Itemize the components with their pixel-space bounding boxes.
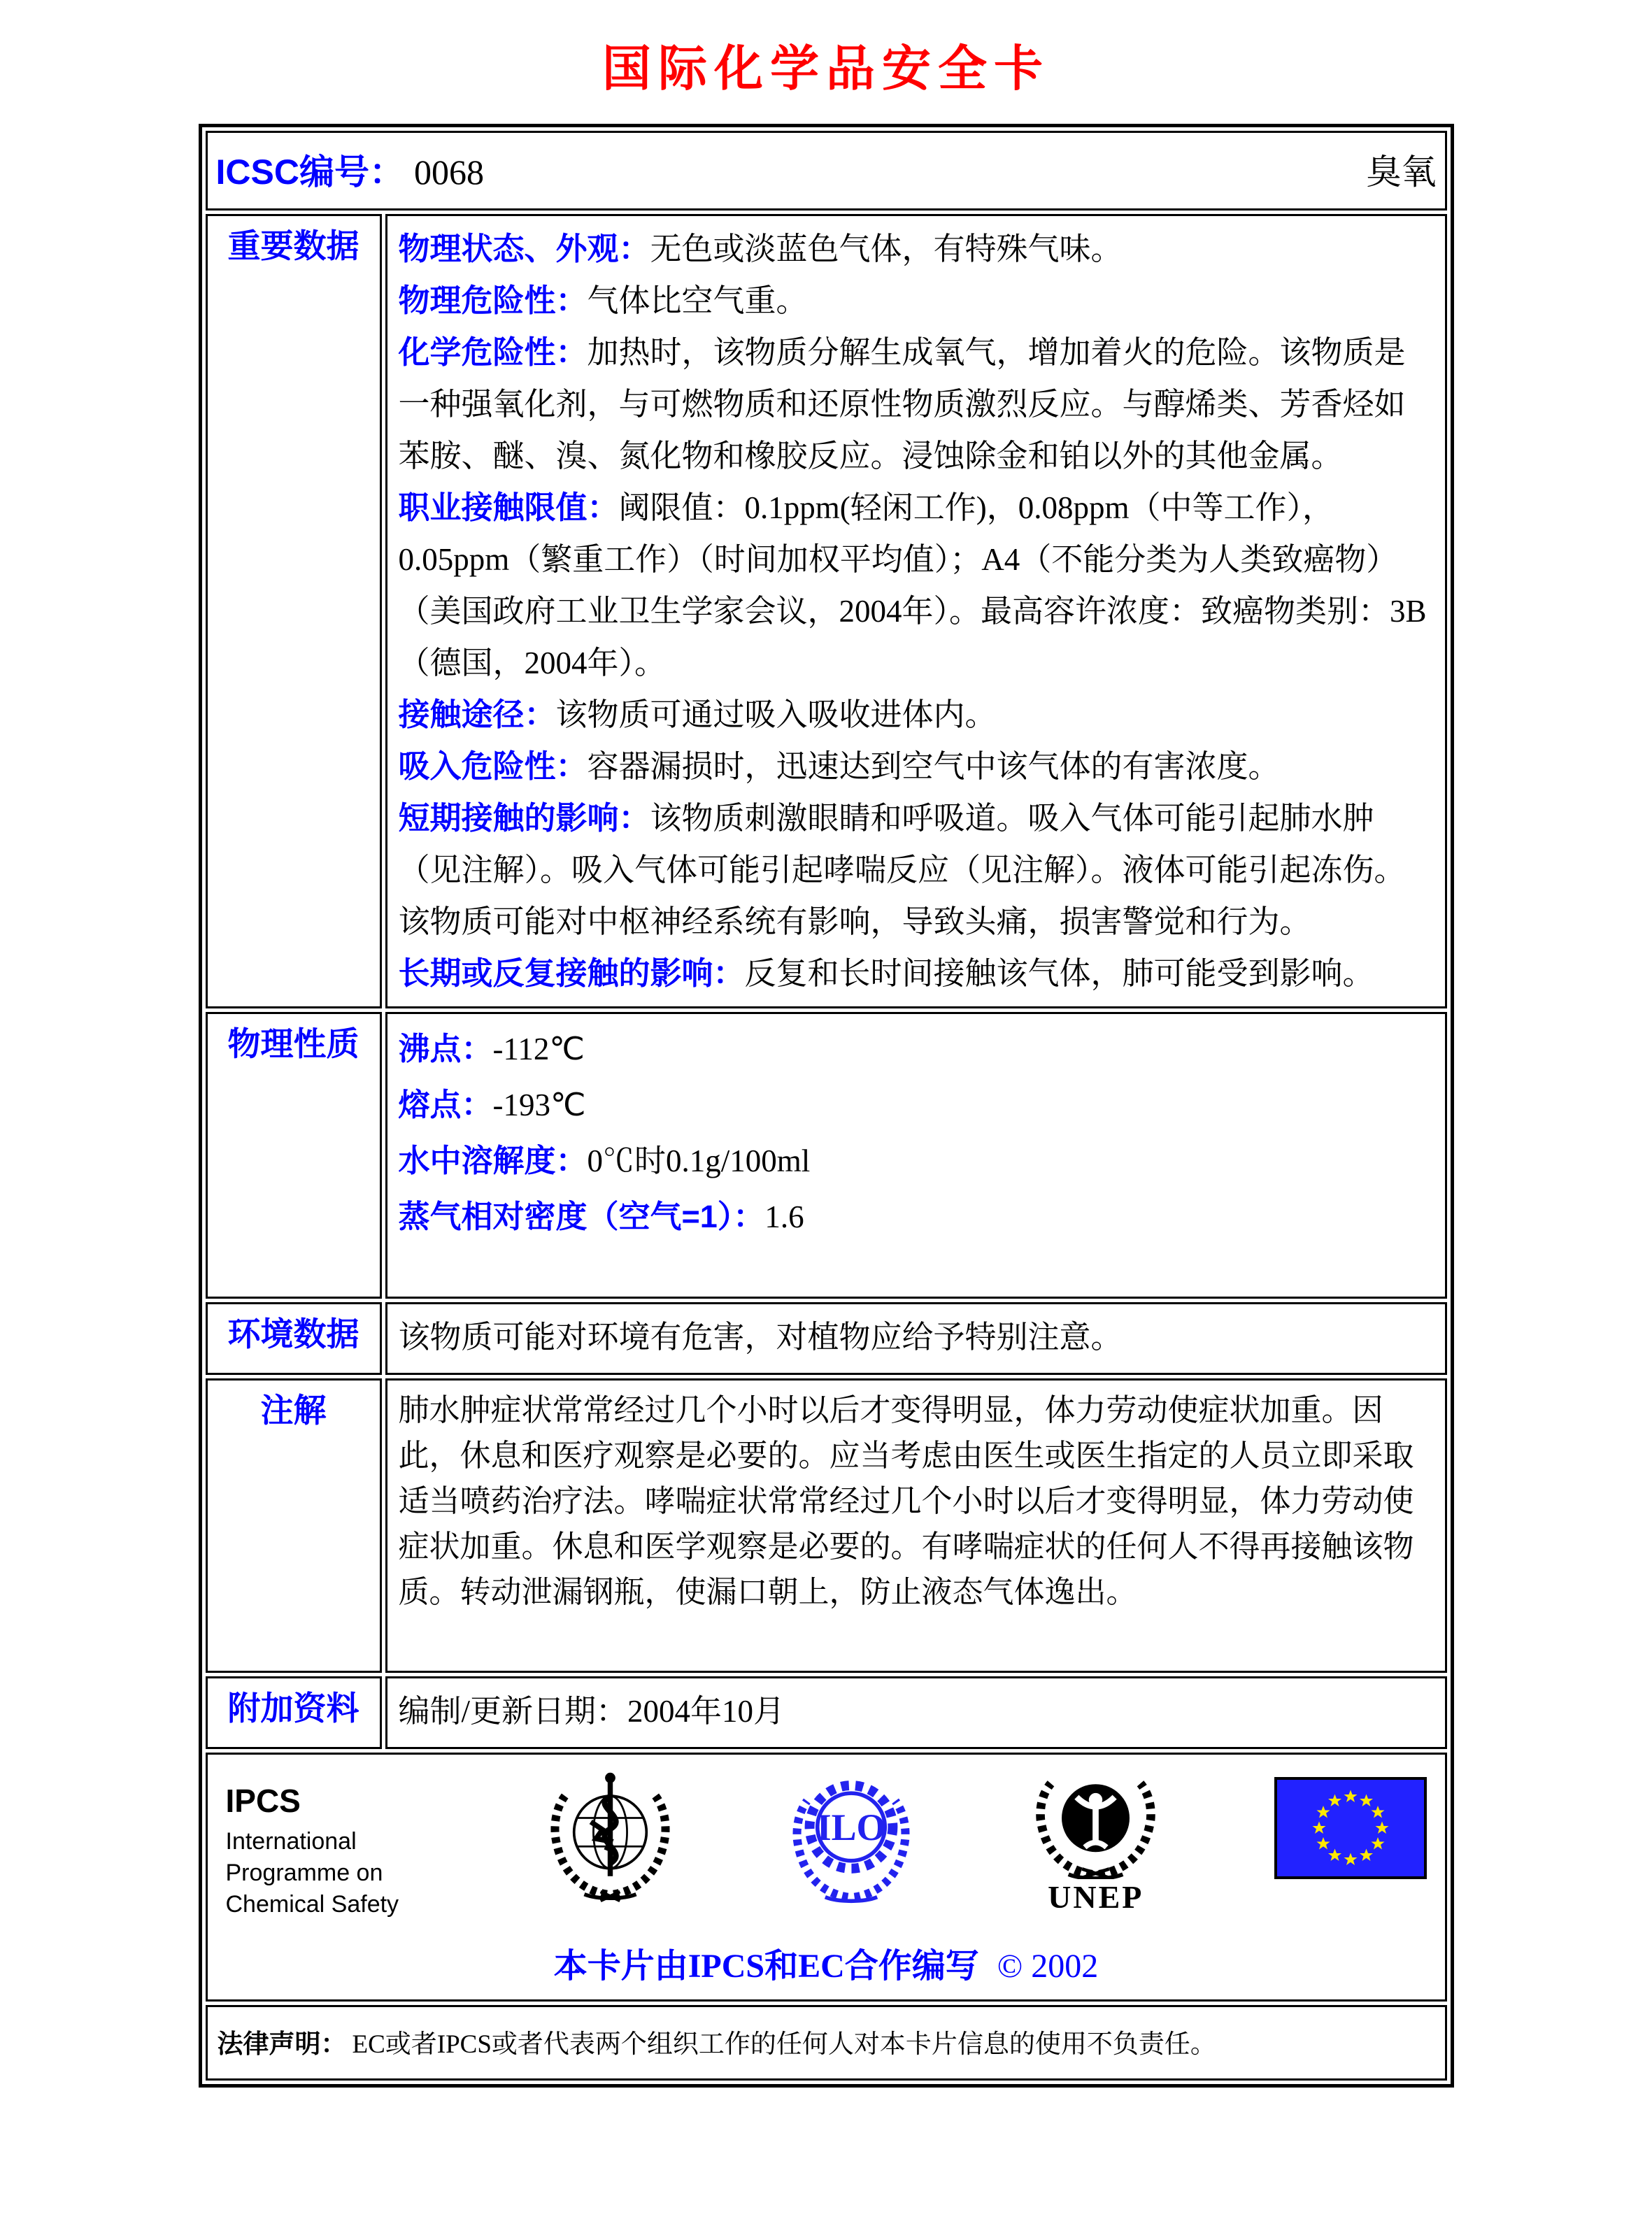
section-label-notes: 注解	[206, 1378, 382, 1673]
field-value-boiling-point: -112℃	[492, 1032, 585, 1066]
field-text-exposure-limit: 阈限值：0.1ppm(轻闲工作)，0.08ppm（中等工作），0.05ppm（繁重工作）（时间加权平均值）；A4（不能分类为人类致癌物）（美国政府工业卫生学家会议，2004年）。最高容许浓度：致癌物类别：3B（德国，2004年）。	[398, 490, 1427, 680]
field-label-inhalation-risk: 吸入危险性：	[398, 748, 588, 784]
ilo-logo-text: ILO	[816, 1806, 886, 1848]
field-text-exposure-route: 该物质可通过吸入吸收进体内。	[555, 697, 997, 732]
ipcs-text-block	[226, 1767, 436, 1920]
field-label-chemical-danger: 化学危险性：	[398, 334, 588, 370]
ipcs-acronym: IPCS	[225, 1783, 301, 1819]
important-data-content	[385, 214, 1447, 1008]
credit-year: © 2002	[997, 1948, 1099, 1985]
field-value-water-solubility: 0℃时0.1g/100ml	[587, 1143, 811, 1178]
icsc-card-table	[199, 124, 1454, 2088]
physical-property-row	[399, 1021, 1434, 1077]
icsc-number-value: 0068	[413, 152, 484, 192]
field-text-inhalation-risk: 容器漏损时，迅速达到空气中该气体的有害浓度。	[587, 749, 1280, 784]
section-label-physical-properties: 物理性质	[206, 1012, 382, 1299]
section-label-important-data: 重要数据	[206, 214, 382, 1008]
page-title: 国际化学品安全卡	[602, 41, 1050, 96]
notes-content: 肺水肿症状常常经过几个小时以后才变得明显，体力劳动使症状加重。因此，休息和医疗观察是必要的。应当考虑由医生或医生指定的人员立即采取适当喷药治疗法。哮喘症状常常经过几个小时以后才变得明显，体力劳动使症状加重。休息和医学观察是必要的。有哮喘症状的任何人不得再接触该物质。转动泄漏钢瓶，使漏口朝上，防止液态气体逸出。	[385, 1378, 1447, 1673]
environmental-data-content: 该物质可能对环境有危害，对植物应给予特别注意。	[385, 1302, 1447, 1375]
physical-property-row	[399, 1077, 1434, 1133]
important-data-item	[399, 482, 1434, 689]
field-label-physical-danger: 物理危险性：	[398, 283, 588, 318]
footer-logos-row	[206, 1753, 1447, 2002]
legal-notice-text: EC或者IPCS或者代表两个组织工作的任何人对本卡片信息的使用不负责任。	[352, 2030, 1216, 2059]
important-data-item	[399, 792, 1434, 948]
field-label-long-term-effects: 长期或反复接触的影响：	[398, 955, 745, 991]
field-text-short-term-effects: 该物质刺激眼睛和呼吸道。吸入气体可能引起肺水肿（见注解）。吸入气体可能引起哮喘反应（见注解）。液体可能引起冻伤。该物质可能对中枢神经系统有影响，导致头痛，损害警觉和行为。	[398, 801, 1406, 939]
physical-property-row	[399, 1189, 1434, 1245]
eu-flag	[1274, 1767, 1427, 1883]
important-data-item	[399, 741, 1434, 792]
field-text-long-term-effects: 反复和长时间接触该气体，肺可能受到影响。	[744, 956, 1374, 991]
important-data-item	[399, 689, 1434, 741]
physical-properties-content	[385, 1012, 1447, 1299]
icsc-number-label: ICSC编号：	[215, 152, 404, 192]
field-text-physical-danger: 气体比空气重。	[587, 283, 808, 318]
ilo-logo	[785, 1767, 918, 1907]
field-label-exposure-limit: 职业接触限值：	[398, 490, 619, 525]
field-text-physical-state: 无色或淡蓝色气体，有特殊气味。	[650, 231, 1123, 266]
field-label-short-term-effects: 短期接触的影响：	[398, 800, 650, 836]
important-data-item	[399, 223, 1434, 275]
unep-logo-text: UNEP	[1048, 1879, 1144, 1915]
legal-notice-row	[206, 2005, 1447, 2081]
section-label-additional-info: 附加资料	[206, 1676, 382, 1749]
important-data-item	[399, 275, 1434, 327]
field-label-water-solubility: 水中溶解度：	[398, 1143, 588, 1178]
who-logo	[546, 1767, 675, 1907]
credit-text: 本卡片由IPCS和EC合作编写	[553, 1948, 979, 1985]
section-label-environmental-data: 环境数据	[206, 1302, 382, 1375]
credit-line	[218, 1939, 1435, 1987]
field-label-boiling-point: 沸点：	[398, 1031, 493, 1066]
field-value-melting-point: -193℃	[492, 1087, 586, 1122]
ipcs-line: Programme on	[225, 1860, 383, 1886]
legal-notice-label: 法律声明：	[217, 2029, 347, 2058]
important-data-item	[399, 327, 1434, 482]
important-data-item	[399, 948, 1434, 999]
card-header-row	[206, 131, 1447, 211]
ipcs-line: Chemical Safety	[225, 1891, 399, 1918]
field-label-vapor-density: 蒸气相对密度（空气=1）：	[398, 1199, 765, 1234]
field-label-melting-point: 熔点：	[398, 1087, 493, 1122]
field-text-chemical-danger: 加热时，该物质分解生成氧气，增加着火的危险。该物质是一种强氧化剂，与可燃物质和还原性物质激烈反应。与醇烯类、芳香烃如苯胺、醚、溴、氮化物和橡胶反应。浸蚀除金和铂以外的其他金属。	[398, 335, 1406, 473]
field-value-vapor-density: 1.6	[764, 1199, 804, 1234]
field-label-exposure-route: 接触途径：	[398, 697, 556, 732]
ipcs-line: International	[225, 1828, 357, 1855]
chemical-name: 臭氧	[1366, 152, 1437, 192]
unep-logo	[1027, 1767, 1164, 1915]
field-label-physical-state: 物理状态、外观：	[398, 231, 650, 266]
physical-property-row	[399, 1133, 1434, 1189]
icsc-number-group	[216, 144, 484, 194]
additional-info-content: 编制/更新日期：2004年10月	[385, 1676, 1447, 1749]
